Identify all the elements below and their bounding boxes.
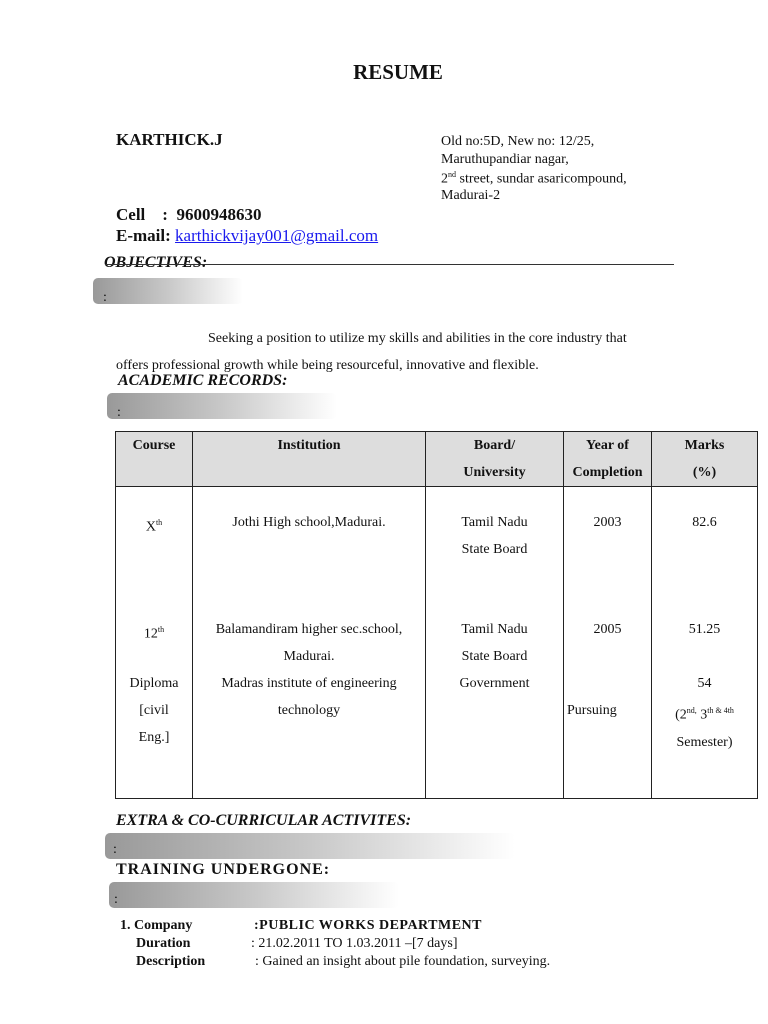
year: Pursuing xyxy=(567,703,617,718)
year: 2003 xyxy=(593,515,622,530)
table-header-row xyxy=(116,432,758,487)
candidate-name: KARTHICK.J xyxy=(116,130,223,149)
header-marks xyxy=(652,432,758,487)
header-marks-2: (%) xyxy=(692,465,717,480)
marks-cell xyxy=(652,487,758,799)
address-sup: nd xyxy=(448,170,456,179)
header-course: Course xyxy=(116,432,193,487)
cell-label: Cell : xyxy=(116,205,168,224)
page-title: RESUME xyxy=(353,60,443,84)
company-label: Company xyxy=(134,918,193,933)
year: 2005 xyxy=(593,622,622,637)
table-row xyxy=(116,487,758,799)
course: Diploma xyxy=(129,676,179,691)
colon: : xyxy=(103,290,107,305)
company-value: :PUBLIC WORKS DEPARTMENT xyxy=(254,918,483,933)
header-board-1: Board/ xyxy=(473,438,516,453)
cell-number: 9600948630 xyxy=(176,205,262,224)
marks-semesters xyxy=(652,697,757,729)
marks: Semester) xyxy=(676,734,733,750)
colon: : xyxy=(117,405,121,420)
colon: : xyxy=(114,892,118,907)
board-cell xyxy=(426,487,564,799)
board: State Board xyxy=(461,649,528,664)
section-bar xyxy=(109,882,399,908)
email-link[interactable]: karthickvijay001@gmail.com xyxy=(175,226,379,245)
objectives-heading: OBJECTIVES: xyxy=(104,254,208,271)
marks: 51.25 xyxy=(688,622,721,637)
course: [civil xyxy=(139,703,169,718)
header-year xyxy=(564,432,652,487)
course-cell xyxy=(116,487,193,799)
marks: 82.6 xyxy=(692,515,717,530)
institution: Madurai. xyxy=(283,649,335,664)
board: Government xyxy=(459,676,530,691)
marks-part: (2 xyxy=(675,707,687,723)
section-bar xyxy=(107,393,337,419)
description-value: : Gained an insight about pile foundation, surveying. xyxy=(255,954,551,969)
marks-sup: nd, xyxy=(686,706,697,715)
course-sup: th xyxy=(157,625,165,634)
academic-heading: ACADEMIC RECORDS: xyxy=(118,372,288,389)
divider xyxy=(105,264,674,265)
header-board-2: University xyxy=(463,465,526,480)
duration-value: : 21.02.2011 TO 1.03.2011 –[7 days] xyxy=(251,936,458,951)
objectives-text-1: Seeking a position to utilize my skills and abilities in the core industry that xyxy=(208,331,627,346)
objectives-text-2: offers professional growth while being resourceful, innovative and flexible. xyxy=(116,358,539,373)
colon: : xyxy=(113,842,117,857)
training-heading: TRAINING UNDERGONE: xyxy=(116,861,331,878)
header-year-1: Year of xyxy=(586,438,629,453)
marks-sup: th & 4th xyxy=(707,706,734,715)
institution-cell xyxy=(193,487,426,799)
year-cell xyxy=(564,487,652,799)
marks-part: 3 xyxy=(696,707,708,723)
course: 12 xyxy=(143,626,158,642)
institution: Madras institute of engineering xyxy=(221,676,397,691)
header-institution: Institution xyxy=(193,432,426,487)
extra-heading: EXTRA & CO-CURRICULAR ACTIVITES: xyxy=(116,812,412,829)
institution: Balamandiram higher sec.school, xyxy=(215,622,403,637)
address-num: 2 xyxy=(441,171,448,187)
training-item xyxy=(120,918,551,972)
address-street: street, sundar asaricompound, xyxy=(459,171,627,187)
institution: technology xyxy=(277,703,341,718)
address-line-4: Madurai-2 xyxy=(441,188,501,203)
course: Eng.] xyxy=(138,730,170,745)
cell-row xyxy=(116,205,261,225)
description-label: Description xyxy=(136,954,206,969)
email-row xyxy=(116,226,378,246)
board: Tamil Nadu xyxy=(461,515,528,530)
board: Tamil Nadu xyxy=(461,622,528,637)
marks: 54 xyxy=(697,676,712,691)
course: X xyxy=(145,519,156,535)
section-bar xyxy=(105,833,515,859)
item-number: 1. xyxy=(120,918,131,933)
email-label: E-mail: xyxy=(116,226,171,245)
header-board xyxy=(426,432,564,487)
academic-table xyxy=(115,431,758,799)
header-year-2: Completion xyxy=(572,465,643,480)
address-line-1: Old no:5D, New no: 12/25, xyxy=(441,134,595,149)
address-line-3 xyxy=(441,170,627,188)
duration-label: Duration xyxy=(136,936,191,951)
header-marks-1: Marks xyxy=(684,438,725,453)
section-bar xyxy=(93,278,243,304)
course-sup: th xyxy=(155,518,163,527)
address-line-2: Maruthupandiar nagar, xyxy=(441,152,569,167)
institution: Jothi High school,Madurai. xyxy=(232,515,386,530)
board: State Board xyxy=(461,542,528,557)
